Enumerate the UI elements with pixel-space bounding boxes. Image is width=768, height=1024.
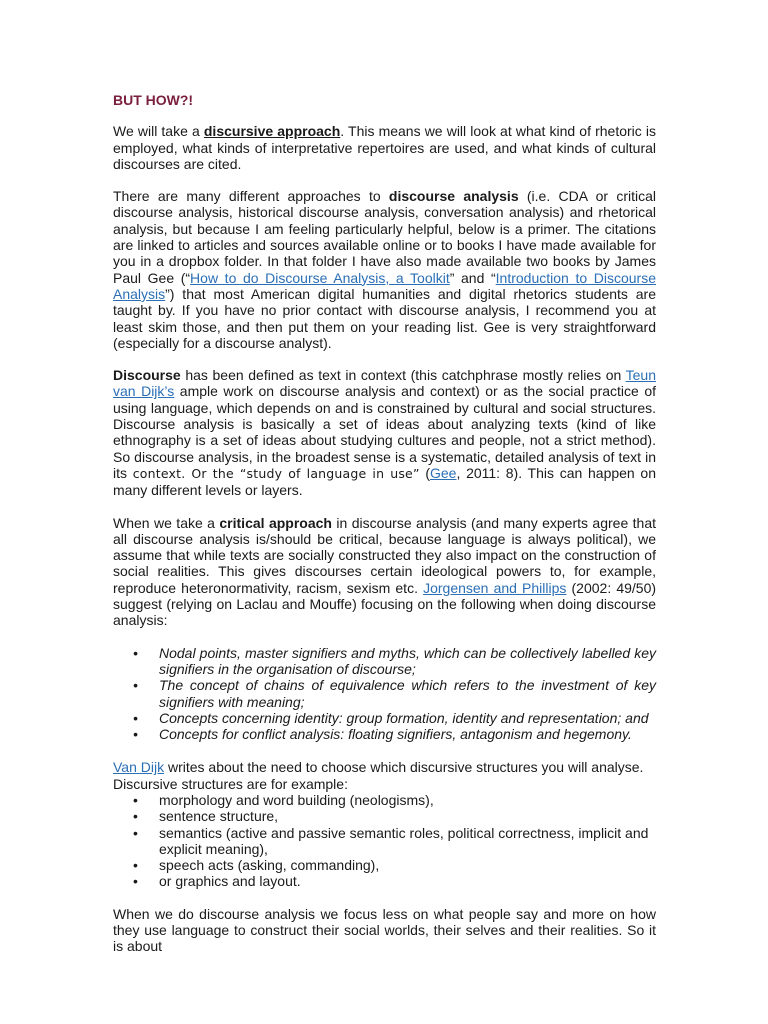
link-gee[interactable]: Gee [430, 464, 457, 481]
list-item: • Nodal points, master signifiers and myths, which can be collectively labelled key signifiers in the organisation of discourse; [113, 645, 656, 678]
paragraph-discursive-approach: We will take a discursive approach. This means we will look at what kind of rhetoric is employed, what kinds of interpretative repertoires are used, and what kinds of cultural discourses are cited. [113, 123, 656, 172]
paragraph-discourse-definition: Discourse has been defined as text in context (this catchphrase mostly relies on Teun van Dijk’s ample work on discourse analysis and context) or as the social practice of using language, which depends on and is constrained by cultural and social structures. Discourse analysis is basically a set of ideas about analyzing texts (kind of like ethnography is a set of ideas about studying cultures and people, not a strict method). So discourse analysis, in the broadest sense is a systematic, detailed analysis of text in its context. Or the “study of language in use” (Gee, 2011: 8). This can happen on many different levels or layers. [113, 367, 657, 499]
section-heading: BUT HOW?! [113, 92, 194, 108]
link-gee-toolkit[interactable]: How to do Discourse Analysis, a Toolkit [190, 269, 450, 286]
paragraph-van-dijk-structures: Van Dijk writes about the need to choose which discursive structures you will analyse. Discursive structures are for example: [113, 759, 644, 792]
list-item: • or graphics and layout. [113, 873, 656, 889]
list-discursive-structures [113, 792, 656, 890]
list-laclau-mouffe-concepts [113, 645, 656, 743]
list-item: • sentence structure, [113, 808, 656, 824]
list-item: • Concepts concerning identity: group formation, identity and representation; and [113, 710, 656, 726]
link-van-dijk[interactable]: Teun van Dijk’s [113, 367, 656, 400]
link-gee-introduction[interactable]: Introduction to Discourse Analysis [113, 269, 656, 302]
paragraph-discourse-analysis: There are many different approaches to discourse analysis (i.e. CDA or critical discourse analysis, historical discourse analysis, conversation analysis) and rhetorical analysis, but because I am feeling particularly helpful, below is a primer. The citations are linked to articles and sources available online or to books I have made available for you in a dropbox folder. In that folder I have also made available two books by James Paul Gee (“How to do Discourse Analysis, a Toolkit” and “Introduction to Discourse Analysis”) that most American digital humanities and digital rhetorics students are taught by. If you have no prior contact with discourse analysis, I recommend you at least skim those, and then put them on your reading list. Gee is very straightforward (especially for a discourse analyst). [113, 188, 656, 351]
term-critical-approach: critical approach [219, 514, 332, 531]
term-discourse-analysis: discourse analysis [388, 188, 519, 205]
list-item: • speech acts (asking, commanding), [113, 857, 656, 873]
paragraph-critical-approach: When we take a critical approach in discourse analysis (and many experts agree that all discourse analysis is/should be critical, because language is always political), we assume that while texts are socially constructed they also impact on the construction of social realities. This gives discourses certain ideological powers to, for example, reproduce heteronormativity, racism, sexism etc. Jorgensen and Phillips (2002: 49/50) suggest (relying on Laclau and Mouffe) focusing on the following when doing discourse analysis: [113, 514, 657, 629]
list-item: • morphology and word building (neologisms), [113, 792, 656, 808]
list-item: • The concept of chains of equivalence which refers to the investment of key signifiers with meaning; [113, 677, 656, 710]
list-item: • semantics (active and passive semantic roles, political correctness, implicit and explicit meaning), [113, 825, 656, 858]
paragraph-focus: When we do discourse analysis we focus less on what people say and more on how they use language to construct their social worlds, their selves and their realities. So it is about [113, 905, 656, 955]
term-discursive-approach: discursive approach [203, 123, 341, 140]
list-item: • Concepts for conflict analysis: floating signifiers, antagonism and hegemony. [113, 726, 656, 742]
term-discourse: Discourse [113, 367, 181, 384]
document-page [113, 92, 656, 971]
link-jorgensen-phillips[interactable]: Jorgensen and Phillips [423, 579, 567, 596]
link-van-dijk-structures[interactable]: Van Dijk [113, 759, 165, 776]
